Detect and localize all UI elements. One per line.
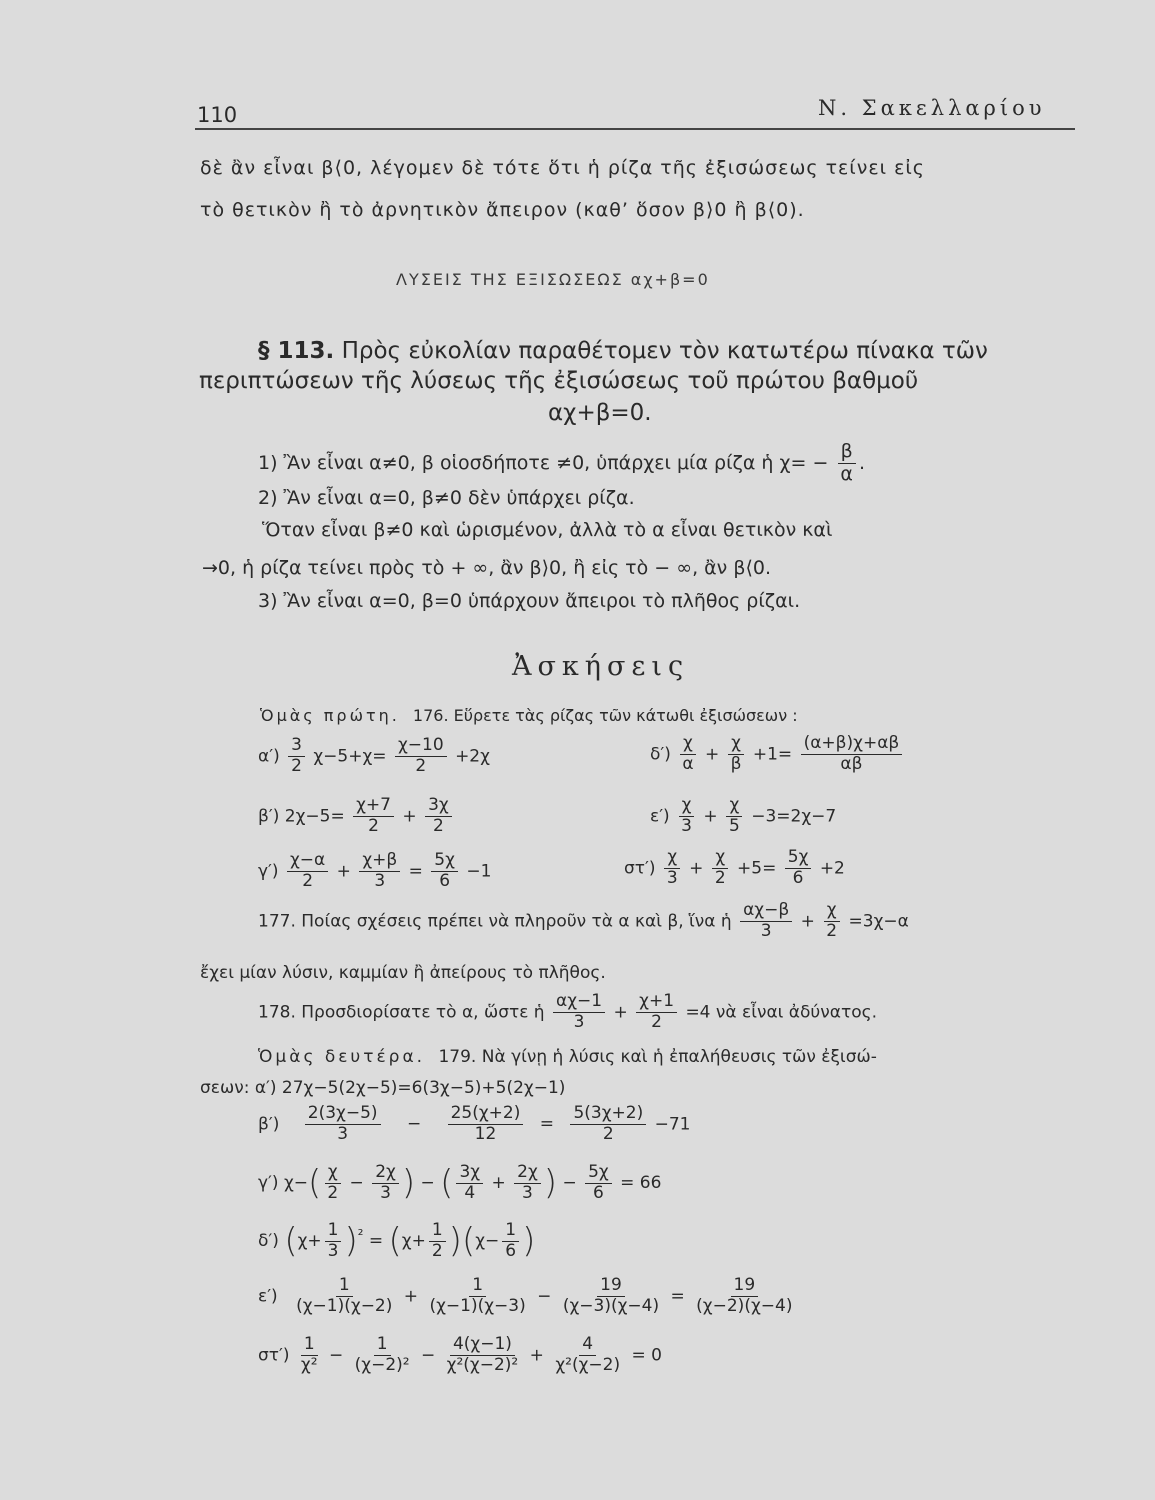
case-1: 1) Ἂν εἶναι α≠0, β οἱοσδήποτε ≠0, ὑπάρχει μία ρίζα ἡ χ= − $\frac{\beta}{\alpha}$ . [258, 440, 865, 485]
fraction: $\frac{1}{\text{(χ−2)²}}$ [354, 1334, 410, 1375]
fraction: $\frac{5\chi}{6}$ [785, 849, 812, 888]
fraction: $\frac{1}{\text{χ²}}$ [300, 1334, 318, 1375]
fraction: $\frac{2\chi}{3}$ [514, 1164, 541, 1203]
case-2: 2) Ἂν εἶναι α=0, β≠0 δὲν ὑπάρχει ρίζα. [258, 487, 635, 509]
fraction: $\frac{19}{(\chi-2)(\chi-4)}$ [696, 1275, 793, 1316]
exercise-179-e: ε′) $\frac{1}{(\chi-1)(\chi-2)}$ + $\frac{1}{(\chi-1)(\chi-3)}$ − $\frac{19}{(\chi-3)(\chi-4)}$ = $\frac{19}{(\chi-2)(\chi-4)}$ [258, 1277, 798, 1316]
fraction: $\frac{\chi}{5}$ [726, 797, 743, 836]
exercise-179-c: γ′) χ−( $\frac{\chi}{2}$ − $\frac{2\chi}{3}$ ) − ( $\frac{3\chi}{4}$ + $\frac{2\chi}{3}$ ) − $\frac{5\chi}{6}$ = 66 [258, 1161, 662, 1203]
paragraph-number: § 113. [258, 338, 335, 364]
fraction: $\frac{25(\chi+2)}{12}$ [448, 1105, 524, 1144]
exercise-179-a: σεων: α′) 27χ−5(2χ−5)=6(3χ−5)+5(2χ−1) [200, 1078, 566, 1098]
exercise-176-b: β′) 2χ−5= $\frac{\chi+7}{2}$ + $\frac{3\chi}{2}$ [258, 797, 455, 836]
exercise-176-a: α′) $\frac{3}{2}$ χ−5+χ= $\frac{\chi-10}{2}$ +2χ [258, 735, 490, 776]
group-2-intro [258, 1047, 877, 1067]
fraction: $\frac{2\chi}{3}$ [372, 1164, 399, 1203]
fraction: $\frac{5\chi}{6}$ [431, 852, 458, 891]
section-title: ΛΥΣΕΙΣ ΤΗΣ ΕΞΙΣΩΣΕΩΣ αχ+β=0 [396, 270, 710, 289]
fraction: $\frac{\chi}{\beta}$ [728, 735, 745, 774]
fraction: $\frac{19}{(\chi-3)(\chi-4)}$ [562, 1275, 660, 1316]
fraction: $\frac{\chi}{2}$ [324, 1164, 341, 1203]
case-2-note-1: Ὅταν εἶναι β≠0 καὶ ὡρισμένον, ἀλλὰ τὸ α εἶναι θετικὸν καὶ [262, 519, 833, 541]
fraction: $\frac{1}{6}$ [502, 1222, 519, 1261]
exercise-177-line-2: ἔχει μίαν λύσιν, καμμίαν ἢ ἀπείρους τὸ πλῆθος. [200, 963, 606, 983]
fraction: $\frac{\chi-10}{2}$ [395, 737, 447, 776]
fraction: $\frac{4}{\text{χ²(χ−2)}}$ [555, 1334, 621, 1375]
fraction: $\frac{3\chi}{2}$ [425, 797, 452, 836]
header-rule [195, 128, 1075, 130]
intro-line-2: τὸ θετικὸν ἢ τὸ ἀρνητικὸν ἄπειρον (καθ’ ὅσον β⟩0 ἢ β⟨0). [200, 199, 805, 221]
exercise-176-c: γ′) $\frac{\chi-\alpha}{2}$ + $\frac{\chi+\beta}{3}$ = $\frac{5\chi}{6}$ −1 [258, 850, 492, 891]
fraction: $\frac{\chi+7}{2}$ [353, 797, 394, 836]
exercise-176-d: δ′) $\frac{\chi}{\alpha}$ + $\frac{\chi}{\beta}$ +1= $\frac{(\alpha+\beta)\chi+\alpha\beta}{\alpha\beta}$ [650, 735, 905, 774]
fraction: $\frac{1}{3}$ [325, 1222, 342, 1261]
paragraph-113-equation: αχ+β=0. [548, 400, 652, 426]
intro-line-1: δὲ ἂν εἶναι β⟨0, λέγομεν δὲ τότε ὅτι ἡ ρίζα τῆς ἐξισώσεως τείνει εἰς [200, 157, 925, 179]
fraction: $\frac{\chi}{\alpha}$ [679, 735, 696, 774]
fraction: $\frac{\chi}{3}$ [664, 849, 681, 888]
case-1-text: 1) Ἂν εἶναι α≠0, β οἱοσδήποτε ≠0, ὑπάρχει μία ρίζα ἡ χ= − [258, 451, 829, 474]
fraction: $\frac{\chi-\alpha}{2}$ [287, 852, 328, 891]
fraction: $\frac{1}{2}$ [429, 1222, 446, 1261]
case-2-note-2: →0, ἡ ρίζα τείνει πρὸς τὸ + ∞, ἂν β⟩0, ἢ εἰς τὸ − ∞, ἂν β⟨0. [202, 557, 771, 579]
fraction: $\frac{\alpha\chi-1}{3}$ [553, 993, 605, 1032]
fraction: $\frac{3\chi}{4}$ [456, 1164, 483, 1203]
fraction: $\frac{\chi+1}{2}$ [636, 993, 677, 1032]
running-head-author: Ν. Σακελλαρίου [818, 96, 1046, 120]
fraction: $\frac{5(3\chi+2)}{2}$ [570, 1105, 646, 1144]
group-1-label: Ὁμὰς πρώτη. [260, 706, 400, 725]
exercise-179-d: δ′) (χ+ $\frac{1}{3}$ )$^{^2}$ = (χ+ $\frac{1}{2}$ )(χ− $\frac{1}{6}$ ) [258, 1219, 536, 1261]
fraction: $\frac{1}{(\chi-1)(\chi-2)}$ [296, 1275, 393, 1316]
group-1-intro [260, 706, 798, 725]
fraction: $\frac{4(\chi-1)}{\text{χ²(χ−2)²}}$ [446, 1334, 519, 1375]
case-3: 3) Ἂν εἶναι α=0, β=0 ὑπάρχουν ἄπειροι τὸ πλῆθος ρίζαι. [258, 590, 801, 612]
exercises-heading: Ἀσκήσεις [512, 651, 690, 682]
exercise-176-e: ε′) $\frac{\chi}{3}$ + $\frac{\chi}{5}$ −3=2χ−7 [650, 795, 837, 836]
fraction: $\frac{\chi+\beta}{3}$ [359, 852, 400, 891]
fraction: $\frac{5\chi}{6}$ [585, 1164, 612, 1203]
group-2-label: Ὁμὰς δευτέρα. [258, 1047, 426, 1067]
case-1-fraction: $\frac{\beta}{\alpha}$ [837, 442, 856, 485]
fraction: $\frac{\chi}{2}$ [823, 902, 840, 941]
paragraph-text: Πρὸς εὐκολίαν παραθέτομεν τὸν κατωτέρω πίνακα τῶν [341, 338, 988, 364]
exercise-176-f: στ′) $\frac{\chi}{3}$ + $\frac{\chi}{2}$ +5= $\frac{5\chi}{6}$ +2 [624, 847, 845, 888]
group-2-text: 179. Νὰ γίνῃ ἡ λύσις καὶ ἡ ἐπαλήθευσις τῶν ἐξισώ- [438, 1047, 877, 1067]
fraction: $\frac{\chi}{3}$ [678, 797, 695, 836]
paragraph-113-line-2: περιπτώσεων τῆς λύσεως τῆς ἐξισώσεως τοῦ πρώτου βαθμοῦ [199, 368, 919, 394]
fraction: $\frac{\alpha\chi-\beta}{3}$ [740, 902, 792, 941]
exercise-179-b: β′) $\frac{2(3\chi-5)}{3}$ − $\frac{25(\chi+2)}{12}$ = $\frac{5(3\chi+2)}{2}$ −71 [258, 1103, 691, 1144]
fraction: $\frac{2(3\chi-5)}{3}$ [305, 1105, 381, 1144]
page-number: 110 [197, 103, 238, 127]
exercise-178: 178. Προσδιορίσατε τὸ α, ὥστε ἡ $\frac{\alpha\chi-1}{3}$ + $\frac{\chi+1}{2}$ =4 νὰ εἶναι ἀδύνατος. [258, 991, 877, 1032]
paragraph-113-line-1 [258, 338, 988, 364]
exercise-179-f: στ′) $\frac{1}{\text{χ²}}$ − $\frac{1}{\text{(χ−2)²}}$ − $\frac{4(\chi-1)}{\text{χ²(χ−2)²}}$ + $\frac{4}{\text{χ²(χ−2)}}$ = 0 [258, 1334, 662, 1375]
group-1-text: 176. Εὕρετε τὰς ρίζας τῶν κάτωθι ἐξισώσεων : [412, 706, 798, 725]
exercise-177: 177. Ποίας σχέσεις πρέπει νὰ πληροῦν τὰ α καὶ β, ἵνα ἡ $\frac{\alpha\chi-\beta}{3}$ + $\frac{\chi}{2}$ =3χ−α [258, 900, 909, 941]
fraction: $\frac{(\alpha+\beta)\chi+\alpha\beta}{\alpha\beta}$ [801, 735, 903, 774]
fraction: $\frac{3}{2}$ [288, 737, 305, 776]
fraction: $\frac{\chi}{2}$ [712, 849, 729, 888]
fraction: $\frac{1}{(\chi-1)(\chi-3)}$ [429, 1275, 526, 1316]
